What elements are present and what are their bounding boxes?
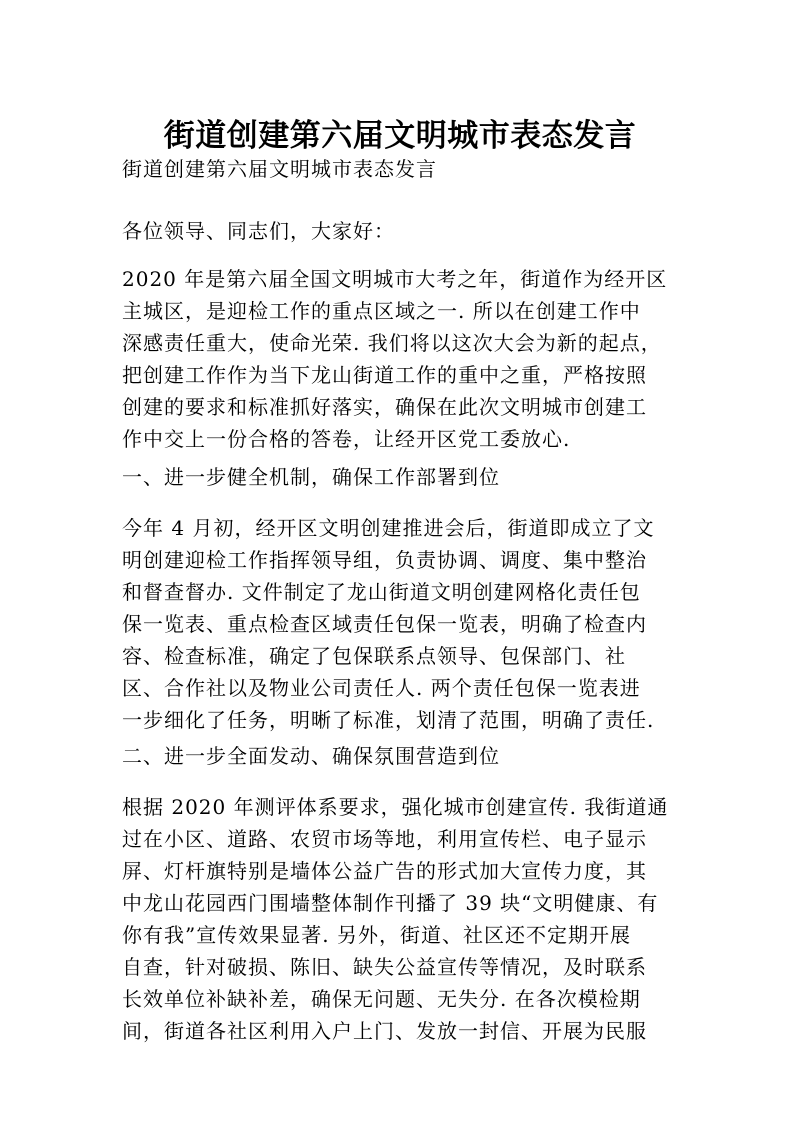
paragraph-2: [122, 512, 682, 736]
document-title: 街道创建第六届文明城市表态发言: [163, 118, 637, 154]
greeting-line: 各位领导、同志们，大家好：: [122, 219, 395, 243]
subtitle-line: 街道创建第六届文明城市表态发言: [122, 157, 437, 181]
paragraph-line: 区、合作社以及物业公司责任人. 两个责任包保一览表进: [122, 676, 641, 700]
paragraph-line: 自查，针对破损、陈旧、缺失公益宣传等情况，及时联系: [122, 955, 647, 979]
paragraph-line: 保一览表、重点检查区域责任包保一览表，明确了检查内: [122, 612, 647, 636]
section-heading-line: 一、进一步健全机制，确保工作部署到位: [122, 465, 500, 489]
paragraph-3: [122, 791, 682, 1047]
paragraph-line: 和督查督办. 文件制定了龙山街道文明创建网格化责任包: [122, 580, 641, 604]
paragraph-line: 2020 年是第六届全国文明城市大考之年，街道作为经开区: [122, 267, 668, 291]
greeting: [122, 215, 682, 247]
paragraph-line: 你有我”宣传效果显著. 另外，街道、社区还不定期开展: [122, 923, 631, 947]
paragraph-line: 作中交上一份合格的答卷，让经开区党工委放心.: [122, 427, 571, 451]
paragraph-line: 主城区，是迎检工作的重点区域之一. 所以在创建工作中: [122, 299, 641, 323]
paragraph-line: 屏、灯杆旗特别是墙体公益广告的形式加大宣传力度，其: [122, 859, 647, 883]
section-heading-2: [122, 740, 682, 772]
paragraph-line: 中龙山花园西门围墙整体制作刊播了 39 块“文明健康、有: [122, 891, 659, 915]
paragraph-line: 一步细化了任务，明晰了标准，划清了范围，明确了责任.: [122, 708, 655, 732]
paragraph-line: 长效单位补缺补差，确保无问题、无失分. 在各次模检期: [122, 987, 641, 1011]
paragraph-line: 根据 2020 年测评体系要求，强化城市创建宣传. 我街道通: [122, 795, 669, 819]
paragraph-line: 容、检查标准，确定了包保联系点领导、包保部门、社: [122, 644, 626, 668]
paragraph-line: 明创建迎检工作指挥领导组，负责协调、调度、集中整治: [122, 548, 647, 572]
paragraph-line: 过在小区、道路、农贸市场等地，利用宣传栏、电子显示: [122, 827, 647, 851]
paragraph-1: [122, 263, 682, 455]
paragraph-line: 把创建工作作为当下龙山街道工作的重中之重，严格按照: [122, 363, 647, 387]
paragraph-line: 深感责任重大，使命光荣. 我们将以这次大会为新的起点，: [122, 331, 662, 355]
paragraph-line: 今年 4 月初，经开区文明创建推进会后，街道即成立了文: [122, 516, 655, 540]
section-heading-1: [122, 461, 682, 493]
document-subtitle: [122, 153, 682, 185]
paragraph-line: 间，街道各社区利用入户上门、发放一封信、开展为民服: [122, 1019, 647, 1043]
section-heading-line: 二、进一步全面发动、确保氛围营造到位: [122, 744, 500, 768]
paragraph-line: 创建的要求和标准抓好落实，确保在此次文明城市创建工: [122, 395, 647, 419]
